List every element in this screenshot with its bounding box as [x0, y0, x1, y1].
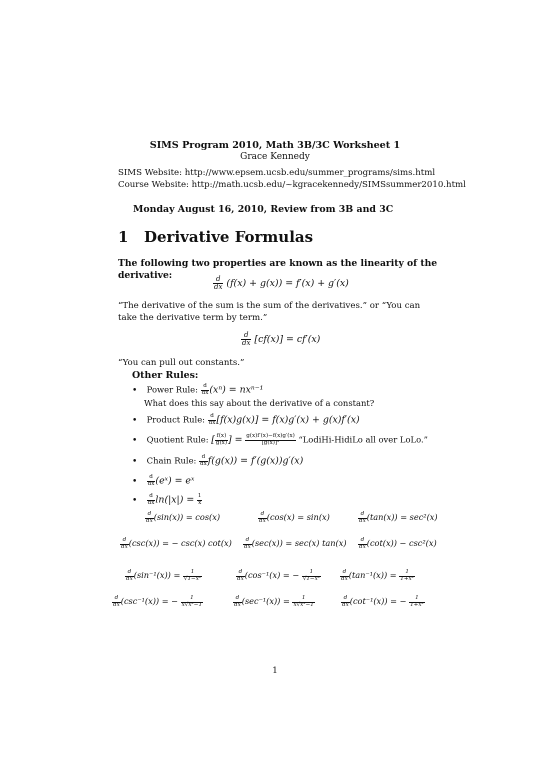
exp-rule-item [132, 475, 194, 487]
bullet-icon: • [132, 476, 138, 487]
derivative-operator: $\frac{d}{dx}$ [242, 331, 251, 347]
power-rule-expression: (xⁿ) = nxⁿ⁻¹ [209, 384, 264, 396]
derivative-operator: $\frac{d}{dx}$ [208, 413, 216, 426]
trig-tan-derivative: $\frac{d}{dx}$ (tan(x)) = sec²(x) [359, 511, 438, 524]
section-number: 1 [118, 228, 129, 246]
constant-rule-quote: “You can pull out constants.” [118, 358, 245, 368]
bullet-icon: • [132, 415, 138, 426]
course-website-line[interactable]: Course Website: http://math.ucsb.edu/~kgracekennedy/SIMSsummer2010.html [118, 180, 466, 190]
inverse-cot-derivative: $\frac{d}{dx}$ (cot⁻¹(x)) = − $\frac{1}{\text{1+x²}}$ [342, 595, 424, 608]
bullet-icon: • [132, 495, 138, 506]
bullet-icon: • [132, 385, 138, 396]
derivative-operator: $\frac{d}{dx}$ [214, 275, 223, 291]
derivative-operator: $\frac{d}{dx}$ [147, 493, 155, 506]
quotient-mnemonic: “LodiHi-HidiLo all over LoLo.” [298, 434, 428, 445]
quotient-fraction-left: $\frac{f(x)}{g(x)}$ [215, 433, 228, 446]
sum-rule-equation [213, 276, 349, 291]
page-number: 1 [272, 666, 278, 676]
derivative-operator: $\frac{d}{dx}$ [201, 383, 209, 396]
quotient-rule-label: Quotient Rule: [146, 434, 209, 445]
power-rule-question: What does this say about the derivative of a constant? [144, 398, 375, 408]
product-rule-label: Product Rule: [146, 414, 205, 425]
worksheet-title: SIMS Program 2010, Math 3B/3C Worksheet 1 [149, 140, 401, 151]
section-title: Derivative Formulas [144, 228, 314, 246]
derivative-operator: $\frac{d}{dx}$ [147, 474, 155, 487]
trig-sec-derivative: $\frac{d}{dx}$ (sec(x)) = sec(x) tan(x) [244, 537, 347, 550]
trig-cos-derivative: $\frac{d}{dx}$ (cos(x) = sin(x) [259, 511, 330, 524]
power-rule-label: Power Rule: [146, 384, 198, 395]
trig-csc-derivative: $\frac{d}{dx}$ (csc(x)) = − csc(x) cot(x) [121, 537, 232, 550]
exp-rule-expression: (eˣ) = eˣ [155, 475, 195, 487]
section-heading [118, 228, 313, 246]
inverse-tan-derivative: $\frac{d}{dx}$ (tan⁻¹(x)) = $\frac{1}{\text{1+x²}}$ [341, 569, 414, 582]
author-name: Grace Kennedy [240, 152, 310, 162]
bullet-icon: • [132, 435, 138, 446]
sum-rule-expression: (f(x) + g(x)) = f′(x) + g′(x) [226, 278, 349, 289]
product-rule-expression: [f(x)g(x)] = f(x)g′(x) + g(x)f′(x) [216, 414, 360, 426]
quotient-rule-item: • Quotient Rule: [ $\frac{f(x)}{g(x)}$ ] = $\frac{g(x)f'(x)-f(x)g'(x)}{\text{[g(x)]²}}$ “LodiHi-HidiLo all over LoLo.” [132, 433, 428, 446]
sum-rule-quote: “The derivative of the sum is the sum of the derivatives.” or “You can take the derivative term by term.” [118, 301, 421, 323]
power-rule-item [132, 384, 263, 396]
constant-rule-expression: [cf(x)] = cf′(x) [254, 334, 321, 345]
trig-sin-derivative: $\frac{d}{dx}$ (sin(x)) = cos(x) [146, 511, 221, 524]
bullet-icon: • [132, 456, 138, 467]
quotient-fraction-right: $\frac{g(x)f'(x)-f(x)g'(x)}{\text{[g(x)]²}}$ [246, 433, 295, 446]
ln-rule-fraction: $\frac{1}{x}$ [197, 493, 202, 506]
inverse-sec-derivative: $\frac{d}{dx}$ (sec⁻¹(x)) = $\frac{1}{\text{x√x²−1}}$ [234, 595, 314, 608]
sims-website-line[interactable]: SIMS Website: http://www.epsem.ucsb.edu/summer_programs/sims.html [118, 168, 436, 178]
derivative-operator: $\frac{d}{dx}$ [200, 454, 207, 467]
chain-rule-expression: f(g(x)) = f′(g(x))g′(x) [207, 455, 304, 467]
other-rules-heading: Other Rules: [132, 370, 199, 381]
chain-rule-item [132, 455, 303, 467]
constant-rule-equation [241, 332, 320, 347]
ln-rule-item [132, 494, 202, 506]
ln-rule-expression: ln(|x|) = [155, 494, 195, 506]
trig-cot-derivative: $\frac{d}{dx}$ (cot(x)) − csc²(x) [359, 537, 437, 550]
inverse-sin-derivative: $\frac{d}{dx}$ (sin⁻¹(x)) = $\frac{1}{\text{√1−x²}}$ [126, 569, 202, 582]
date-line: Monday August 16, 2010, Review from 3B and 3C [133, 204, 394, 215]
inverse-csc-derivative: $\frac{d}{dx}$ (csc⁻¹(x)) = − $\frac{1}{\text{x√x²−1}}$ [113, 595, 203, 608]
chain-rule-label: Chain Rule: [146, 455, 197, 466]
product-rule-item [132, 414, 360, 426]
inverse-cos-derivative: $\frac{d}{dx}$ (cos⁻¹(x) = − $\frac{1}{\text{√1−x²}}$ [237, 569, 321, 582]
linearity-intro: The following two properties are known as the linearity of the derivative: [118, 258, 438, 281]
